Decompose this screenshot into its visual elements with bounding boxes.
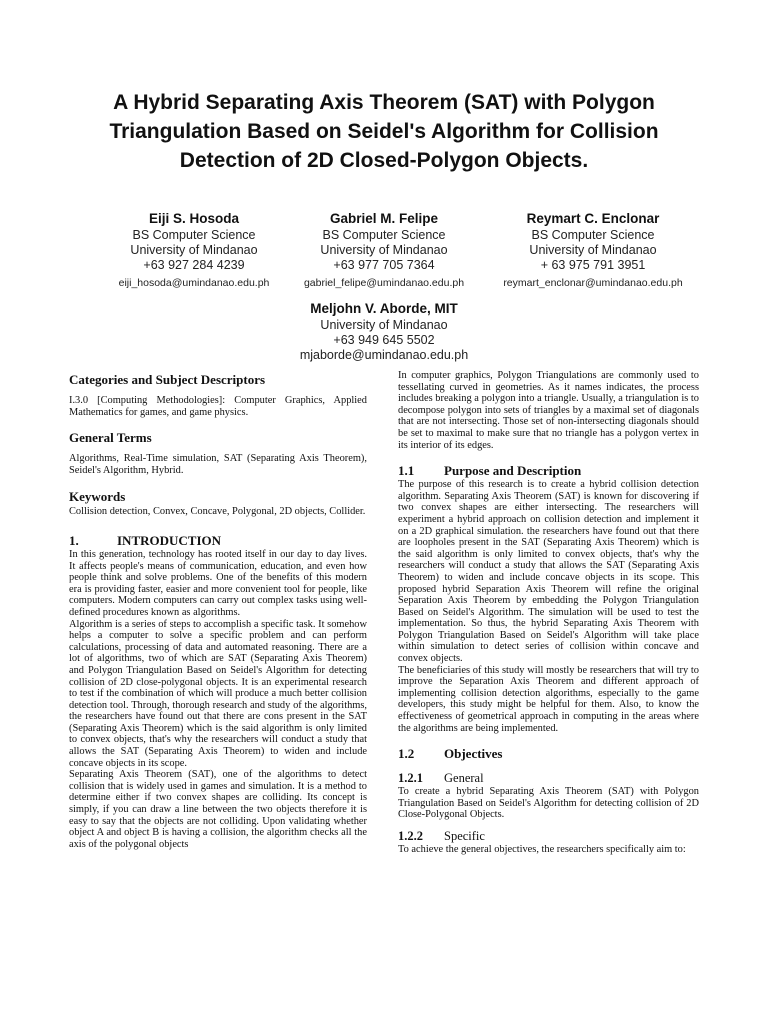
title-line: Triangulation Based on Seidel's Algorithm for Collision (109, 120, 659, 143)
section-title: INTRODUCTION (117, 532, 222, 548)
categories-text: I.3.0 [Computing Methodologies]: Computer Graphics, Applied Mathematics for games, and game physics. (69, 395, 367, 418)
objectives-heading (398, 746, 699, 762)
title-line: Detection of 2D Closed-Polygon Objects. (179, 149, 589, 172)
general-objective-heading (398, 771, 699, 786)
author-block (264, 210, 504, 291)
left-column (69, 372, 367, 850)
author-email: mjaborde@umindanao.edu.ph (299, 348, 469, 362)
general-terms-heading: General Terms (69, 430, 152, 446)
general-terms-text: Algorithms, Real-Time simulation, SAT (Separating Axis Theorem), Seidel's Algorithm, Hybrid. (69, 453, 367, 476)
section-title: Specific (444, 829, 485, 843)
title-line: A Hybrid Separating Axis Theorem (SAT) with Polygon (113, 91, 655, 114)
author-email: gabriel_felipe@umindanao.edu.ph (303, 277, 465, 289)
section-number: 1.2.2 (398, 829, 423, 843)
author-name: Gabriel M. Felipe (329, 211, 439, 226)
section-number: 1.2 (398, 746, 415, 762)
author-block (473, 210, 713, 291)
author-phone: +63 977 705 7364 (333, 258, 435, 272)
paper-title (40, 88, 728, 175)
author-phone: + 63 975 791 3951 (540, 258, 646, 272)
general-objective-text: To create a hybrid Separating Axis Theorem (SAT) with Polygon Triangulation Based on Seidel's Algorithm for detecting collision of 2D Close-Polygonal Objects. (398, 786, 699, 821)
categories-heading: Categories and Subject Descriptors (69, 372, 266, 387)
author-name: Meljohn V. Aborde, MIT (310, 301, 458, 316)
author-name: Eiji S. Hosoda (148, 211, 240, 226)
author-email: reymart_enclonar@umindanao.edu.ph (503, 277, 683, 289)
introduction-continued-paragraph: In computer graphics, Polygon Triangulations are commonly used to tessellating curved in geometries. As it names indicates, the process includes breaking a polygon into a triangle. Usually, a triangulation is to decompose polygon into sets of triangles by a maximal set of diagonals that are not intersecting. Those set of non-intersecting diagonals should be set to maximal to make sure that no triangle has a polygon vertex in its interior of its edges. (398, 370, 699, 451)
author-phone: +63 949 645 5502 (333, 333, 435, 347)
author-university: University of Mindanao (320, 243, 448, 257)
author-university: University of Mindanao (320, 318, 448, 332)
section-title: Objectives (444, 746, 503, 762)
purpose-paragraph: The beneficiaries of this study will mostly be researchers that will try to improve the Separation Axis Theorem and different approach of implementing collision detection algorithms, especially to the game developers, this study might be helpful for them. Also, to know the effectiveness of geometrical approach in computing in the areas where the algorithms are being implemented. (398, 664, 699, 734)
purpose-paragraph: The purpose of this research is to create a hybrid collision detection algorithm. Separating Axis Theorem (SAT) is known for discovering if two convex shapes are either intersecting. The researchers will experiment a hybrid approach on collision detection and implement it on a 2D graphical simulation. the researchers have found out that there are loopholes present in the SAT (Separating Axis Theorem) which is the said algorithm is only limited to convex objects, that's why the researchers will conduct a study that allows the SAT (Separating Axis Theorem) to widen and include concave objects in its scope. This proposed hybrid Separation Axis Theorem will refine the original Separation Axis Theorem by embedding the Polygon Triangulation Based on Seidel's Algorithm. The simulation will be used to test the implementation. So thus, the hybrid Separating Axis Theorem with Polygon Triangulation Based on Seidel's Algorithm will take place within simulation to detect series of collision within concave and convex objects. (398, 479, 699, 665)
author-university: University of Mindanao (529, 243, 657, 257)
author-department: BS Computer Science (132, 228, 256, 242)
section-title: Purpose and Description (444, 463, 582, 479)
author-name: Reymart C. Enclonar (526, 211, 660, 226)
author-university: University of Mindanao (130, 243, 258, 257)
specific-objective-heading (398, 829, 699, 844)
author-phone: +63 927 284 4239 (143, 258, 245, 272)
introduction-heading (69, 533, 367, 549)
purpose-heading (398, 463, 699, 479)
author-department: BS Computer Science (322, 228, 446, 242)
specific-objective-text: To achieve the general objectives, the researchers specifically aim to: (398, 844, 686, 855)
author-block (264, 300, 504, 363)
section-number: 1.1 (398, 463, 415, 479)
introduction-paragraph: Separating Axis Theorem (SAT), one of the algorithms to detect collision that is widely used in games and simulation. It is a method to determine either if two convex shapes are colliding. Its concept is simply, if you can draw a line between the two objects therefore it is easy to say that the objects are not colliding. Upon validating whether object A and object B is having a collision, the algorithm checks all the axis of the polygonal objects (69, 769, 367, 850)
author-department: BS Computer Science (531, 228, 655, 242)
section-title: General (444, 771, 484, 786)
keywords-text: Collision detection, Convex, Concave, Polygonal, 2D objects, Collider. (69, 506, 366, 518)
section-number: 1. (69, 532, 79, 548)
keywords-heading: Keywords (69, 489, 126, 505)
introduction-paragraph: In this generation, technology has rooted itself in our day to day lives. It affects people's means of communication, education, and even how people think and solve problems. One of the benefits of this modern era is providing faster, easier and more convenient tool for people, like computers. Modern computers can carry out complex tasks using well-defined procedures known as algorithms. (69, 548, 367, 618)
right-column (398, 370, 699, 856)
author-email: eiji_hosoda@umindanao.edu.ph (118, 277, 270, 289)
introduction-paragraph: Algorithm is a series of steps to accomplish a specific task. It somehow helps a computer to solve a specific problem and can perform calculations, processing of data and automated reasoning. There are a lot of algorithms, two of which are SAT (Separating Axis Theorem) and Polygon Triangulation Based on Seidel's Algorithm for detecting collision of 2D close-polygonal objects. It is an experimental research to test if the combination of which will produce a much better collision detection tool. Through, thorough research and study of the algorithms, the researchers have found out that there are cons present in the SAT (Separating Axis Theorem) which is the said algorithm is only limited to convex objects, that's why the researchers will conduct a study that allows the SAT (Separating Axis Theorem) to widen and include concave objects in its scope. (69, 618, 367, 769)
section-number: 1.2.1 (398, 771, 423, 786)
